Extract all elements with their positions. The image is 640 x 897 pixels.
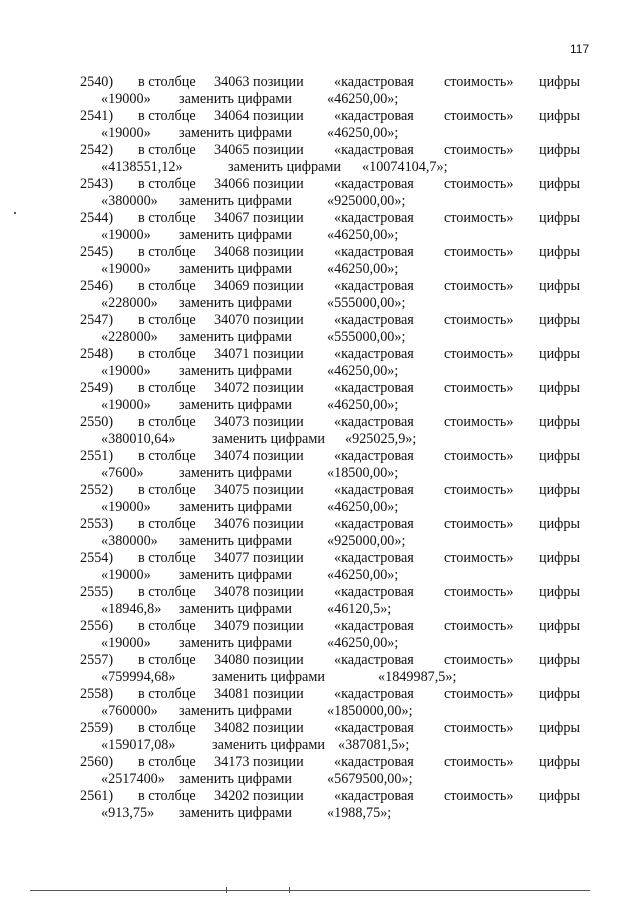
replace-label: заменить цифрами bbox=[179, 533, 292, 549]
cost-label: стоимость» bbox=[444, 142, 514, 158]
position-code: 34068 позиции bbox=[214, 244, 304, 260]
entry-number: 2549) bbox=[80, 380, 114, 396]
digits-label: цифры bbox=[539, 210, 581, 226]
entry-number: 2542) bbox=[80, 142, 114, 158]
cost-label: стоимость» bbox=[444, 380, 514, 396]
position-code: 34075 позиции bbox=[214, 482, 304, 498]
new-value: «46250,00»; bbox=[327, 125, 399, 141]
entry-number: 2558) bbox=[80, 686, 114, 702]
amendment-entry bbox=[0, 584, 640, 618]
new-value: «46250,00»; bbox=[327, 261, 399, 277]
position-code: 34080 позиции bbox=[214, 652, 304, 668]
replace-label: заменить цифрами bbox=[212, 737, 325, 753]
position-code: 34202 позиции bbox=[214, 788, 304, 804]
position-code: 34073 позиции bbox=[214, 414, 304, 430]
amendment-entry bbox=[0, 516, 640, 550]
replace-label: заменить цифрами bbox=[179, 295, 292, 311]
cost-label: стоимость» bbox=[444, 312, 514, 328]
cadastral-label: «кадастровая bbox=[334, 244, 414, 260]
new-value: «46250,00»; bbox=[327, 363, 399, 379]
digits-label: цифры bbox=[539, 312, 581, 328]
new-value: «925000,00»; bbox=[327, 533, 406, 549]
cadastral-label: «кадастровая bbox=[334, 550, 414, 566]
entry-number: 2548) bbox=[80, 346, 114, 362]
amendment-entry bbox=[0, 380, 640, 414]
digits-label: цифры bbox=[539, 754, 581, 770]
amendment-entry bbox=[0, 618, 640, 652]
amendment-entry bbox=[0, 788, 640, 822]
column-label: в столбце bbox=[138, 176, 196, 192]
old-value: «380000» bbox=[101, 533, 158, 549]
amendment-entry bbox=[0, 720, 640, 754]
old-value: «759994,68» bbox=[101, 669, 176, 685]
cadastral-label: «кадастровая bbox=[334, 312, 414, 328]
cadastral-label: «кадастровая bbox=[334, 142, 414, 158]
old-value: «19000» bbox=[101, 261, 151, 277]
cost-label: стоимость» bbox=[444, 414, 514, 430]
cadastral-label: «кадастровая bbox=[334, 516, 414, 532]
digits-label: цифры bbox=[539, 380, 581, 396]
column-label: в столбце bbox=[138, 278, 196, 294]
cadastral-label: «кадастровая bbox=[334, 210, 414, 226]
old-value: «913,75» bbox=[101, 805, 155, 821]
old-value: «19000» bbox=[101, 227, 151, 243]
replace-label: заменить цифрами bbox=[179, 363, 292, 379]
digits-label: цифры bbox=[539, 414, 581, 430]
cadastral-label: «кадастровая bbox=[334, 346, 414, 362]
amendment-entry bbox=[0, 108, 640, 142]
cost-label: стоимость» bbox=[444, 686, 514, 702]
digits-label: цифры bbox=[539, 74, 581, 90]
column-label: в столбце bbox=[138, 754, 196, 770]
digits-label: цифры bbox=[539, 448, 581, 464]
cost-label: стоимость» bbox=[444, 720, 514, 736]
cost-label: стоимость» bbox=[444, 788, 514, 804]
new-value: «925000,00»; bbox=[327, 193, 406, 209]
digits-label: цифры bbox=[539, 584, 581, 600]
new-value: «1988,75»; bbox=[327, 805, 392, 821]
replace-label: заменить цифрами bbox=[179, 397, 292, 413]
position-code: 34066 позиции bbox=[214, 176, 304, 192]
amendment-entry bbox=[0, 244, 640, 278]
cadastral-label: «кадастровая bbox=[334, 482, 414, 498]
new-value: «46250,00»; bbox=[327, 91, 399, 107]
amendment-entry bbox=[0, 278, 640, 312]
replace-label: заменить цифрами bbox=[179, 465, 292, 481]
cadastral-label: «кадастровая bbox=[334, 278, 414, 294]
replace-label: заменить цифрами bbox=[179, 125, 292, 141]
new-value: «387081,5»; bbox=[338, 737, 410, 753]
cost-label: стоимость» bbox=[444, 74, 514, 90]
cadastral-label: «кадастровая bbox=[334, 652, 414, 668]
cadastral-label: «кадастровая bbox=[334, 414, 414, 430]
digits-label: цифры bbox=[539, 142, 581, 158]
amendment-entry bbox=[0, 176, 640, 210]
cadastral-label: «кадастровая bbox=[334, 74, 414, 90]
entry-number: 2554) bbox=[80, 550, 114, 566]
replace-label: заменить цифрами bbox=[179, 499, 292, 515]
column-label: в столбце bbox=[138, 108, 196, 124]
amendment-entry bbox=[0, 448, 640, 482]
position-code: 34082 позиции bbox=[214, 720, 304, 736]
new-value: «46250,00»; bbox=[327, 499, 399, 515]
old-value: «18946,8» bbox=[101, 601, 162, 617]
entry-number: 2552) bbox=[80, 482, 114, 498]
cost-label: стоимость» bbox=[444, 210, 514, 226]
digits-label: цифры bbox=[539, 550, 581, 566]
column-label: в столбце bbox=[138, 516, 196, 532]
replace-label: заменить цифрами bbox=[179, 703, 292, 719]
entry-number: 2546) bbox=[80, 278, 114, 294]
amendment-entry bbox=[0, 74, 640, 108]
page-number: 117 bbox=[570, 42, 590, 56]
column-label: в столбце bbox=[138, 74, 196, 90]
digits-label: цифры bbox=[539, 618, 581, 634]
old-value: «19000» bbox=[101, 499, 151, 515]
column-label: в столбце bbox=[138, 380, 196, 396]
old-value: «7600» bbox=[101, 465, 144, 481]
digits-label: цифры bbox=[539, 652, 581, 668]
old-value: «19000» bbox=[101, 567, 151, 583]
new-value: «1849987,5»; bbox=[378, 669, 457, 685]
new-value: «555000,00»; bbox=[327, 329, 406, 345]
position-code: 34074 позиции bbox=[214, 448, 304, 464]
replace-label: заменить цифрами bbox=[179, 329, 292, 345]
cadastral-label: «кадастровая bbox=[334, 380, 414, 396]
cost-label: стоимость» bbox=[444, 482, 514, 498]
column-label: в столбце bbox=[138, 788, 196, 804]
cadastral-label: «кадастровая bbox=[334, 788, 414, 804]
position-code: 34071 позиции bbox=[214, 346, 304, 362]
old-value: «19000» bbox=[101, 91, 151, 107]
cost-label: стоимость» bbox=[444, 550, 514, 566]
cost-label: стоимость» bbox=[444, 618, 514, 634]
replace-label: заменить цифрами bbox=[228, 159, 341, 175]
replace-label: заменить цифрами bbox=[179, 771, 292, 787]
column-label: в столбце bbox=[138, 312, 196, 328]
new-value: «46250,00»; bbox=[327, 397, 399, 413]
cost-label: стоимость» bbox=[444, 346, 514, 362]
entry-number: 2541) bbox=[80, 108, 114, 124]
cost-label: стоимость» bbox=[444, 652, 514, 668]
position-code: 34081 позиции bbox=[214, 686, 304, 702]
footer-tick bbox=[226, 887, 227, 893]
old-value: «380000» bbox=[101, 193, 158, 209]
new-value: «5679500,00»; bbox=[327, 771, 413, 787]
column-label: в столбце bbox=[138, 720, 196, 736]
replace-label: заменить цифрами bbox=[179, 261, 292, 277]
cost-label: стоимость» bbox=[444, 176, 514, 192]
footer-tick bbox=[289, 887, 290, 893]
old-value: «4138551,12» bbox=[101, 159, 183, 175]
position-code: 34067 позиции bbox=[214, 210, 304, 226]
old-value: «19000» bbox=[101, 635, 151, 651]
column-label: в столбце bbox=[138, 686, 196, 702]
amendment-entry bbox=[0, 142, 640, 176]
cadastral-label: «кадастровая bbox=[334, 584, 414, 600]
cadastral-label: «кадастровая bbox=[334, 448, 414, 464]
new-value: «925025,9»; bbox=[345, 431, 417, 447]
old-value: «228000» bbox=[101, 295, 158, 311]
position-code: 34064 позиции bbox=[214, 108, 304, 124]
entry-number: 2557) bbox=[80, 652, 114, 668]
amendment-entry bbox=[0, 550, 640, 584]
column-label: в столбце bbox=[138, 448, 196, 464]
entry-number: 2561) bbox=[80, 788, 114, 804]
digits-label: цифры bbox=[539, 346, 581, 362]
column-label: в столбце bbox=[138, 142, 196, 158]
cost-label: стоимость» bbox=[444, 516, 514, 532]
entry-number: 2555) bbox=[80, 584, 114, 600]
old-value: «159017,08» bbox=[101, 737, 176, 753]
amendment-entry bbox=[0, 210, 640, 244]
replace-label: заменить цифрами bbox=[179, 601, 292, 617]
new-value: «1850000,00»; bbox=[327, 703, 413, 719]
cadastral-label: «кадастровая bbox=[334, 720, 414, 736]
cost-label: стоимость» bbox=[444, 278, 514, 294]
replace-label: заменить цифрами bbox=[179, 805, 292, 821]
new-value: «46250,00»; bbox=[327, 227, 399, 243]
old-value: «19000» bbox=[101, 125, 151, 141]
entry-number: 2556) bbox=[80, 618, 114, 634]
cadastral-label: «кадастровая bbox=[334, 176, 414, 192]
entry-number: 2550) bbox=[80, 414, 114, 430]
replace-label: заменить цифрами bbox=[179, 567, 292, 583]
column-label: в столбце bbox=[138, 482, 196, 498]
position-code: 34079 позиции bbox=[214, 618, 304, 634]
column-label: в столбце bbox=[138, 652, 196, 668]
digits-label: цифры bbox=[539, 108, 581, 124]
cost-label: стоимость» bbox=[444, 584, 514, 600]
cost-label: стоимость» bbox=[444, 244, 514, 260]
replace-label: заменить цифрами bbox=[179, 227, 292, 243]
entry-number: 2545) bbox=[80, 244, 114, 260]
entry-number: 2543) bbox=[80, 176, 114, 192]
old-value: «760000» bbox=[101, 703, 158, 719]
digits-label: цифры bbox=[539, 788, 581, 804]
amendment-entry bbox=[0, 652, 640, 686]
column-label: в столбце bbox=[138, 618, 196, 634]
footer-rule bbox=[30, 890, 590, 891]
old-value: «380010,64» bbox=[101, 431, 176, 447]
column-label: в столбце bbox=[138, 550, 196, 566]
new-value: «10074104,7»; bbox=[362, 159, 448, 175]
position-code: 34076 позиции bbox=[214, 516, 304, 532]
position-code: 34065 позиции bbox=[214, 142, 304, 158]
entry-number: 2551) bbox=[80, 448, 114, 464]
position-code: 34077 позиции bbox=[214, 550, 304, 566]
position-code: 34063 позиции bbox=[214, 74, 304, 90]
entry-number: 2540) bbox=[80, 74, 114, 90]
amendment-entry bbox=[0, 754, 640, 788]
old-value: «228000» bbox=[101, 329, 158, 345]
position-code: 34070 позиции bbox=[214, 312, 304, 328]
entry-number: 2553) bbox=[80, 516, 114, 532]
amendment-entry bbox=[0, 414, 640, 448]
digits-label: цифры bbox=[539, 482, 581, 498]
new-value: «46250,00»; bbox=[327, 567, 399, 583]
amendment-entry bbox=[0, 346, 640, 380]
entry-number: 2560) bbox=[80, 754, 114, 770]
column-label: в столбце bbox=[138, 346, 196, 362]
cost-label: стоимость» bbox=[444, 448, 514, 464]
column-label: в столбце bbox=[138, 210, 196, 226]
position-code: 34069 позиции bbox=[214, 278, 304, 294]
digits-label: цифры bbox=[539, 278, 581, 294]
new-value: «46250,00»; bbox=[327, 635, 399, 651]
replace-label: заменить цифрами bbox=[179, 91, 292, 107]
new-value: «555000,00»; bbox=[327, 295, 406, 311]
digits-label: цифры bbox=[539, 516, 581, 532]
replace-label: заменить цифрами bbox=[179, 635, 292, 651]
cost-label: стоимость» bbox=[444, 754, 514, 770]
old-value: «19000» bbox=[101, 397, 151, 413]
entry-number: 2559) bbox=[80, 720, 114, 736]
cadastral-label: «кадастровая bbox=[334, 686, 414, 702]
amendment-entry bbox=[0, 482, 640, 516]
amendment-entry bbox=[0, 686, 640, 720]
position-code: 34173 позиции bbox=[214, 754, 304, 770]
digits-label: цифры bbox=[539, 176, 581, 192]
cost-label: стоимость» bbox=[444, 108, 514, 124]
cadastral-label: «кадастровая bbox=[334, 754, 414, 770]
old-value: «2517400» bbox=[101, 771, 165, 787]
old-value: «19000» bbox=[101, 363, 151, 379]
replace-label: заменить цифрами bbox=[179, 193, 292, 209]
new-value: «46120,5»; bbox=[327, 601, 392, 617]
cadastral-label: «кадастровая bbox=[334, 108, 414, 124]
digits-label: цифры bbox=[539, 244, 581, 260]
entry-number: 2547) bbox=[80, 312, 114, 328]
new-value: «18500,00»; bbox=[327, 465, 399, 481]
position-code: 34072 позиции bbox=[214, 380, 304, 396]
amendment-list bbox=[0, 74, 640, 822]
replace-label: заменить цифрами bbox=[212, 431, 325, 447]
position-code: 34078 позиции bbox=[214, 584, 304, 600]
replace-label: заменить цифрами bbox=[212, 669, 325, 685]
digits-label: цифры bbox=[539, 686, 581, 702]
column-label: в столбце bbox=[138, 244, 196, 260]
column-label: в столбце bbox=[138, 584, 196, 600]
amendment-entry bbox=[0, 312, 640, 346]
entry-number: 2544) bbox=[80, 210, 114, 226]
cadastral-label: «кадастровая bbox=[334, 618, 414, 634]
column-label: в столбце bbox=[138, 414, 196, 430]
digits-label: цифры bbox=[539, 720, 581, 736]
